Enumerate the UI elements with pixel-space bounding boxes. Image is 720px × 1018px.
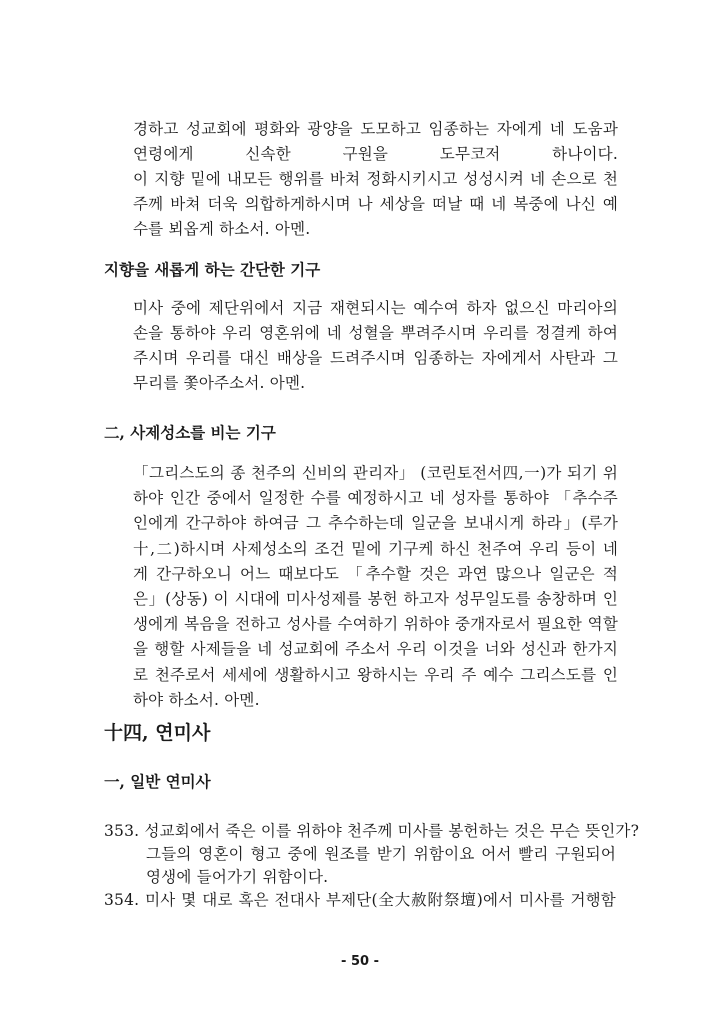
renewal-prayer-line: 주시며 우리를 대신 배상을 드려주시며 임종하는 자에게서 사탄과 그 (133, 349, 618, 367)
vocation-prayer-line: 게 간구하오니 어느 때보다도 「추수할 것은 과연 많으나 일군은 적 (133, 564, 618, 583)
vocation-prayer-line: 十,二)하시며 사제성소의 조건 밑에 기구케 하신 천주여 우리 등이 네 (133, 539, 618, 558)
section-heading-vocation-prayer: 二, 사제성소를 비는 기구 (104, 423, 276, 442)
vocation-prayer-line: 인에게 간구하야 하여금 그 추수하는데 일군을 보내시게 하라」(루가 (133, 514, 618, 533)
answer-353-line: 영생에 들어가기 위함이다. (146, 868, 329, 886)
renewal-prayer-line: 미사 중에 제단위에서 지금 재현되시는 예수여 하자 없으신 마리아의 (133, 299, 618, 317)
section-heading-general-requiem: 一, 일반 연미사 (104, 772, 211, 791)
vocation-prayer-line: 생에게 복음을 전하고 성사를 수여하기 위하야 중개자로서 필요한 역할 (133, 615, 618, 634)
renewal-prayer-line: 무리를 쫓아주소서. 아멘. (133, 374, 306, 392)
section-heading-renewal-prayer: 지향을 새롭게 하는 간단한 기구 (104, 260, 321, 279)
vocation-prayer-line: 로 천주로서 세세에 생활하시고 왕하시는 우리 주 예수 그리스도를 인 (133, 665, 618, 684)
vocation-prayer-line: 하야 인간 중에서 일정한 수를 예정하시고 네 성자를 통하야 「추수주 (133, 489, 618, 508)
question-353: 353. 성교회에서 죽은 이를 위하야 천주께 미사를 봉헌하는 것은 무슨 뜻인가? (104, 822, 640, 840)
vocation-prayer-line: 「그리스도의 종 천주의 신비의 관리자」 (코린토전서四,一)가 되기 위 (133, 464, 618, 482)
question-354: 354. 미사 몇 대로 혹은 전대사 부제단(全大赦附祭壇)에서 미사를 거행함 (104, 891, 616, 909)
chapter-heading-requiem-mass: 十四, 연미사 (104, 722, 211, 744)
page-number: - 50 - (341, 954, 379, 969)
vocation-prayer-line: 은」(상동) 이 시대에 미사성제를 봉헌 하고자 성무일도를 송창하며 인 (133, 590, 618, 608)
answer-353-line: 그들의 영혼이 형고 중에 원조를 받기 위함이요 어서 빨리 구원되어 (146, 845, 616, 863)
intention-offering-line: 주께 바쳐 더욱 의합하게하시며 나 세상을 떠날 때 네 복중에 나신 예 (133, 195, 618, 213)
renewal-prayer-line: 손을 통하야 우리 영혼위에 네 성혈을 뿌려주시며 우리를 정결케 하여 (133, 324, 618, 342)
vocation-prayer-line: 을 행할 사제들을 네 성교회에 주소서 우리 이것을 너와 성신과 한가지 (133, 640, 618, 659)
intention-offering-line: 수를 뵈옵게 하소서. 아멘. (133, 220, 311, 238)
intention-offering-line: 이 지향 밑에 내모든 행위를 바쳐 정화시키시고 성성시켜 네 손으로 천 (133, 170, 618, 188)
vocation-prayer-line: 하야 하소서. 아멘. (133, 690, 260, 709)
intention-offering-line: 연령에게 신속한 구원을 도무코저 하나이다. (133, 145, 618, 163)
intention-offering-line: 경하고 성교회에 평화와 광양을 도모하고 임종하는 자에게 네 도움과 (133, 120, 618, 138)
